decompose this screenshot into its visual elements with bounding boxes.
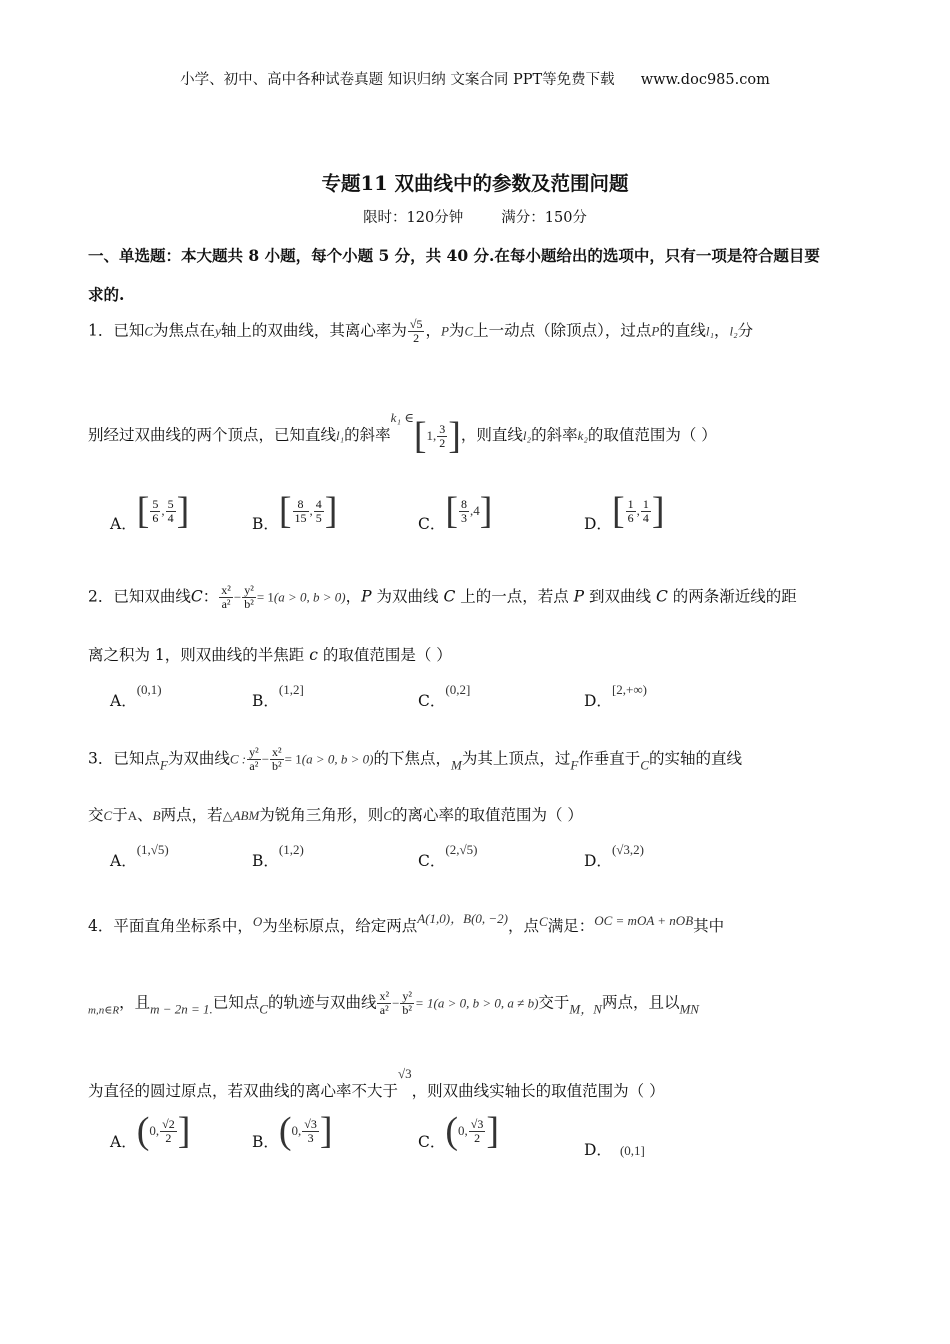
var-l2: l₂ bbox=[729, 323, 738, 339]
q2-line2: 离之积为 1，则双曲线的半焦距 c 的取值范围是（ ） bbox=[88, 646, 452, 664]
q4-option-a[interactable]: A．(0, $\frac{√2}{2}$ ] bbox=[110, 1110, 191, 1152]
q1-option-c[interactable]: C．[ $\frac{8}{3}$ ,4] bbox=[418, 490, 493, 533]
q2-option-c[interactable]: C．(0,2] bbox=[418, 682, 471, 710]
q2-option-a[interactable]: A．(0,1) bbox=[110, 682, 162, 710]
var-p: P bbox=[651, 323, 660, 339]
var-y: y bbox=[215, 323, 221, 339]
full-score: 满分：150分 bbox=[501, 210, 587, 226]
time-limit: 限时：120分钟 bbox=[363, 210, 464, 226]
q1-option-d[interactable]: D．[ $\frac{1}{6}$ , $\frac{1}{4}$ ] bbox=[584, 490, 665, 533]
page-title: 专题11 双曲线中的参数及范围问题 bbox=[321, 172, 629, 195]
q2-option-b[interactable]: B．(1,2] bbox=[252, 682, 304, 710]
q3-line1: 3．已知点$_F$为双曲线C : $\frac{\text{y²}}{\text{a²}}$ − $\frac{\text{x²}}{\text{b²}}$ = 1(a > 0, b > 0)的下焦点，$_M$为其上顶点，过$_F$作垂直于$_C$的实轴的直线 bbox=[88, 745, 742, 773]
q3-option-a[interactable]: A．(1,√5) bbox=[110, 842, 169, 870]
q4-option-b[interactable]: B．(0, $\frac{√3}{3}$ ] bbox=[252, 1110, 333, 1152]
var-l2: l₂ bbox=[522, 428, 532, 443]
var-k2: k₂ bbox=[577, 428, 588, 443]
header-site: www.doc985.com bbox=[640, 72, 770, 88]
header-text: 小学、初中、高中各种试卷真题 知识归纳 文案合同 PPT等免费下载 bbox=[180, 72, 615, 88]
q4-line1: 4．平面直角坐标系中，$^O$为坐标原点，给定两点$^{A(1,0),B(0, -2)}$，点$^C$满足：$^{OC = mOA + nOB}$其中 bbox=[88, 911, 725, 935]
var-c: C bbox=[464, 323, 474, 339]
q4-line2: $_{m,n\in R}$，且$_{m - 2n = 1.}$已知点$_C$的轨迹与双曲线 $\frac{\text{x²}}{\text{a²}}$ − $\frac{\text{y²}}{\text{b²}}$ = 1(a > 0, b > 0, a ≠ b)交于$_{M,N}$两点，且以$_{MN}$ bbox=[88, 989, 699, 1017]
page-subtitle bbox=[0, 206, 950, 227]
var-l1: l₁ bbox=[336, 428, 345, 443]
k1-in: k₁ ∈ bbox=[390, 410, 414, 425]
q2-option-d[interactable]: D．[2,+∞) bbox=[584, 682, 647, 710]
q3-line2: 交C于A、B两点，若△ABM为锐角三角形，则C的离心率的取值范围为（ ） bbox=[88, 806, 583, 824]
q4-option-c[interactable]: C．(0, $\frac{√3}{2}$ ] bbox=[418, 1110, 500, 1152]
q3-option-b[interactable]: B．(1,2) bbox=[252, 842, 304, 870]
q2-line1: 2．已知双曲线C： $\frac{\text{x²}}{\text{a²}}$ − $\frac{\text{y²}}{\text{b²}}$ = 1(a > 0, b > 0)，P 为双曲线 C 上的一点，若点 P 到双曲线 C 的两条渐近线的距 bbox=[88, 583, 797, 611]
var-l1: l₁ bbox=[705, 323, 714, 339]
section-heading-line1: 一、单选题：本大题共 8 小题，每个小题 5 分，共 40 分.在每小题给出的选项中，只有一项是符合题目要 bbox=[88, 246, 820, 265]
section-heading-line2: 求的. bbox=[88, 285, 125, 304]
q4-line3: 为直径的圆过原点，若双曲线的离心率不大于$^{√3}$，则双曲线实轴长的取值范围为（ ） bbox=[88, 1066, 665, 1100]
var-c: C bbox=[144, 323, 154, 339]
q1-line2: 别经过双曲线的两个顶点，已知直线l₁的斜率$^{k_1 \in}$[1, $\frac{3}{2}$ ]，则直线l₂的斜率k₂的取值范围为（ ） bbox=[88, 410, 717, 457]
eccentricity-frac: $\frac{√5}{2}$ bbox=[409, 317, 423, 345]
q1-option-a[interactable]: A．[ $\frac{5}{6}$ , $\frac{5}{4}$ ] bbox=[110, 490, 190, 533]
q3-option-d[interactable]: D．(√3,2) bbox=[584, 842, 644, 870]
q1-option-b[interactable]: B．[ $\frac{8}{15}$ , $\frac{4}{5}$ ] bbox=[252, 490, 338, 533]
page-header bbox=[0, 68, 950, 89]
var-p: P bbox=[440, 323, 449, 339]
q4-option-d[interactable]: D． (0,1] bbox=[584, 1141, 645, 1159]
q1-line1: 1．已知C为焦点在y轴上的双曲线，其离心率为 $\frac{√5}{2}$ ，P为C上一动点（除顶点），过点P的直线l₁，l₂分 bbox=[88, 317, 754, 345]
q3-option-c[interactable]: C．(2,√5) bbox=[418, 842, 478, 870]
